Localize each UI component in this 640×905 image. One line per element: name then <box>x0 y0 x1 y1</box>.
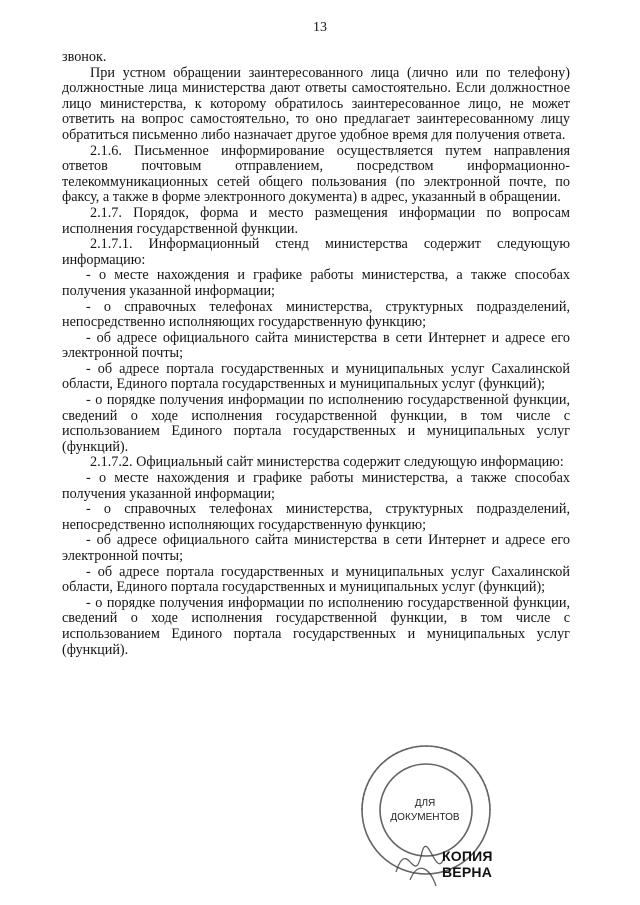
list-item: - о справочных телефонах министерства, структурных подразделений, непосредственно исполняющих государственную функцию; <box>62 298 570 331</box>
list-item: - об адресе портала государственных и муниципальных услуг Сахалинской области, Единого портала государственных и муниципальных услуг (функций); <box>62 563 570 596</box>
stamp-line-2: ДОКУМЕНТОВ <box>390 812 460 823</box>
page-number: 13 <box>313 20 327 35</box>
copy-certified-text: КОПИЯ ВЕРНА <box>442 848 493 880</box>
list-item: - о порядке получения информации по исполнению государственной функции, сведений о ходе исполнения государственной функции, в том числе с использованием Единого портала государственных и муниципальных услуг (функций). <box>62 392 570 455</box>
list-item: - о месте нахождения и графике работы министерства, а также способах получения указанной информации; <box>62 267 570 299</box>
list-item: - об адресе портала государственных и муниципальных услуг Сахалинской области, Единого портала государственных и муниципальных услуг (функций); <box>62 360 570 393</box>
paragraph-2: 2.1.6. Письменное информирование осуществляется путем направления ответов почтовым отправлением, посредством информационно-телекоммуникационных сетей общего пользования (по электронной почте, по факсу, а также в форме электронного документа) в адрес, указанный в обращении. <box>62 142 570 206</box>
list-item: - о месте нахождения и графике работы министерства, а также способах получения указанной информации; <box>62 470 570 502</box>
list-item: - о справочных телефонах министерства, структурных подразделений, непосредственно исполняющих государственную функцию; <box>62 501 570 533</box>
list-item: - об адресе официального сайта министерства в сети Интернет и адресе его электронной почты; <box>62 532 570 564</box>
paragraph-4: 2.1.7.1. Информационный стенд министерства содержит следующую информацию: <box>62 236 570 268</box>
stamp-line-1: ДЛЯ <box>414 798 436 809</box>
paragraph-0: звонок. <box>62 49 107 65</box>
paragraph-1: При устном обращении заинтересованного лица (лично или по телефону) должностные лица министерства дают ответы самостоятельно. Если должностное лицо министерства, к которому обратилось заинтересованное лицо, не может ответить на вопрос самостоятельно, то оно предлагает заинтересованному лицу обратиться письменно либо назначает другое удобное время для получения ответа. <box>62 64 570 143</box>
document-body <box>62 50 570 658</box>
certification-stamp <box>318 740 538 905</box>
paragraph-10: 2.1.7.2. Официальный сайт министерства содержит следующую информацию: <box>90 454 564 471</box>
paragraph-3: 2.1.7. Порядок, форма и место размещения информации по вопросам исполнения государственной функции. <box>62 204 570 237</box>
list-item: - об адресе официального сайта министерства в сети Интернет и адресе его электронной почты; <box>62 329 570 362</box>
list-item: - о порядке получения информации по исполнению государственной функции, сведений о ходе исполнения государственной функции, в том числе с использованием Единого портала государственных и муниципальных услуг (функций). <box>62 594 570 658</box>
